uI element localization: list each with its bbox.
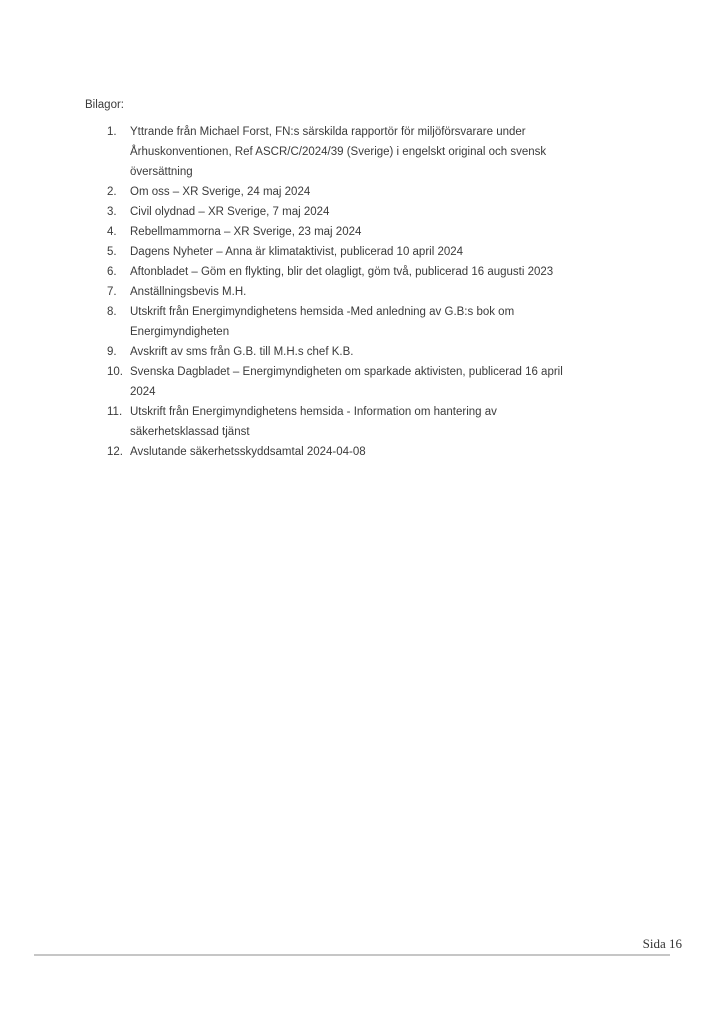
list-item-text: Utskrift från Energimyndighetens hemsida - Information om hantering av säkerhetsklassad tjänst xyxy=(130,406,497,438)
list-item-number: 3. xyxy=(107,206,117,218)
page-number-label: Sida 16 xyxy=(642,936,682,951)
list-item-number: 6. xyxy=(107,266,117,278)
list-item-text: Anställningsbevis M.H. xyxy=(130,286,247,298)
list-item xyxy=(85,282,585,302)
list-item-number: 1. xyxy=(107,126,117,138)
attachments-list xyxy=(85,122,585,462)
list-item-text: Avskrift av sms från G.B. till M.H.s chef K.B. xyxy=(130,346,354,358)
list-item xyxy=(85,442,585,462)
list-item xyxy=(85,122,585,182)
list-item-text: Yttrande från Michael Forst, FN:s särskilda rapportör för miljöförsvarare under Århuskonventionen, Ref ASCR/C/2024/39 (Sverige) i engelskt original och svensk översättning xyxy=(130,126,547,178)
list-item-text: Dagens Nyheter – Anna är klimataktivist, publicerad 10 april 2024 xyxy=(130,246,464,258)
attachments-heading: Bilagor: xyxy=(85,99,124,111)
list-item xyxy=(85,202,585,222)
list-item xyxy=(85,182,585,202)
list-item-number: 12. xyxy=(107,446,123,458)
list-item xyxy=(85,342,585,362)
list-item xyxy=(85,402,585,442)
list-item-text: Avslutande säkerhetsskyddsamtal 2024-04-08 xyxy=(130,446,366,458)
list-item xyxy=(85,242,585,262)
list-item-number: 2. xyxy=(107,186,117,198)
list-item-text: Aftonbladet – Göm en flykting, blir det olagligt, göm två, publicerad 16 augusti 2023 xyxy=(130,266,554,278)
list-item-number: 4. xyxy=(107,226,117,238)
list-item-number: 9. xyxy=(107,346,117,358)
list-item-text: Utskrift från Energimyndighetens hemsida -Med anledning av G.B:s bok om Energimyndigheten xyxy=(130,306,515,338)
list-item-number: 5. xyxy=(107,246,117,258)
list-item xyxy=(85,362,585,402)
list-item-text: Om oss – XR Sverige, 24 maj 2024 xyxy=(130,186,311,198)
footer-divider xyxy=(34,954,670,956)
list-item-number: 7. xyxy=(107,286,117,298)
list-item xyxy=(85,262,585,282)
list-item-number: 10. xyxy=(107,366,123,378)
list-item xyxy=(85,302,585,342)
list-item-number: 11. xyxy=(107,406,123,418)
list-item-text: Civil olydnad – XR Sverige, 7 maj 2024 xyxy=(130,206,330,218)
list-item xyxy=(85,222,585,242)
list-item-text: Svenska Dagbladet – Energimyndigheten om sparkade aktivisten, publicerad 16 april 2024 xyxy=(130,366,563,398)
page-content xyxy=(85,95,585,462)
list-item-text: Rebellmammorna – XR Sverige, 23 maj 2024 xyxy=(130,226,362,238)
list-item-number: 8. xyxy=(107,306,117,318)
